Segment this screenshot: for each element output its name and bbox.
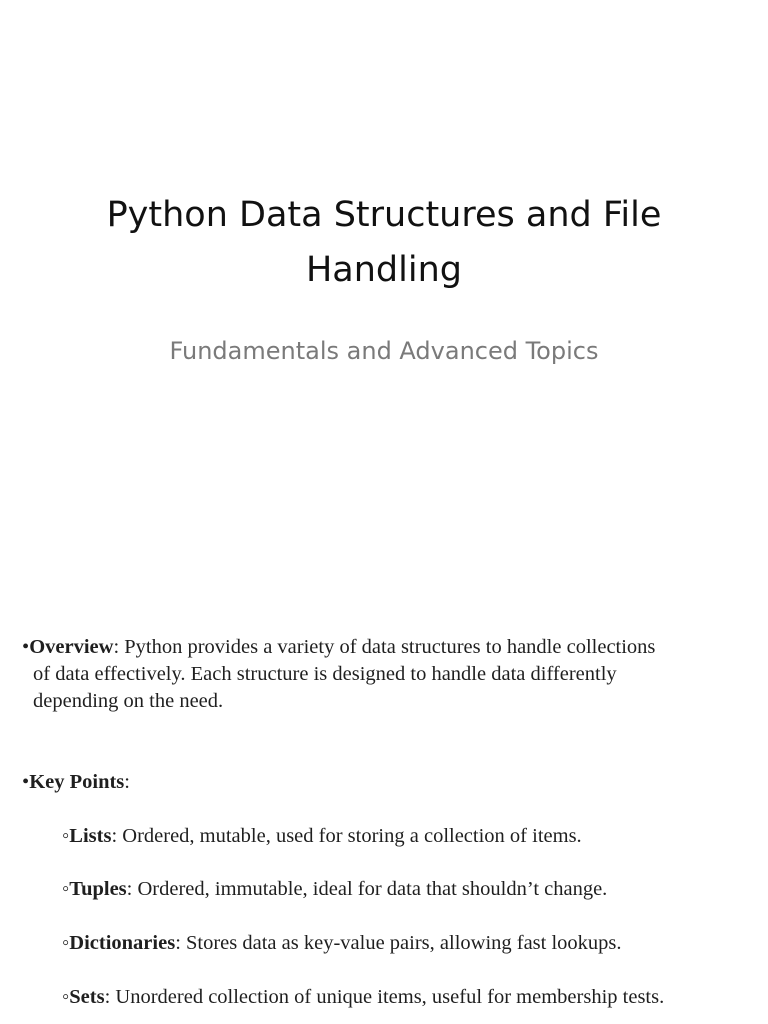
overview-line-2: of data effectively. Each structure is designed to handle data differently	[33, 663, 617, 685]
key-point-text: : Ordered, mutable, used for storing a collection of items.	[111, 825, 582, 847]
overview-line-1-text: : Python provides a variety of data structures to handle collections	[113, 636, 656, 658]
title-line-2: Handling	[305, 250, 462, 290]
key-points-bullet: •	[22, 771, 30, 793]
sub-bullet: ◦	[62, 986, 70, 1008]
key-point-sets	[62, 983, 664, 1011]
overview-paragraph	[22, 634, 742, 715]
key-point-text: : Ordered, immutable, ideal for data that shouldn’t change.	[126, 878, 608, 900]
sub-bullet: ◦	[62, 878, 70, 900]
slide-subtitle: Fundamentals and Advanced Topics	[169, 337, 599, 365]
key-point-term: Tuples	[69, 878, 127, 900]
key-point-text: : Stores data as key-value pairs, allowing fast lookups.	[175, 932, 622, 954]
key-point-lists	[62, 822, 582, 850]
overview-bullet: •	[22, 636, 30, 658]
key-point-dictionaries	[62, 929, 622, 957]
key-point-term: Dictionaries	[69, 932, 176, 954]
sub-bullet: ◦	[62, 932, 70, 954]
title-line-1: Python Data Structures and File	[106, 195, 662, 235]
key-point-term: Sets	[69, 986, 105, 1008]
slide-title	[0, 188, 768, 298]
overview-line-1	[22, 634, 742, 661]
key-points-heading	[22, 768, 130, 796]
key-points-term: Key Points	[29, 771, 125, 793]
key-point-term: Lists	[69, 825, 112, 847]
overview-line-3: depending on the need.	[33, 690, 224, 712]
overview-term: Overview	[29, 636, 114, 658]
sub-bullet: ◦	[62, 825, 70, 847]
key-point-text: : Unordered collection of unique items, useful for membership tests.	[104, 986, 665, 1008]
key-point-tuples	[62, 875, 607, 903]
key-points-colon: :	[124, 771, 130, 793]
